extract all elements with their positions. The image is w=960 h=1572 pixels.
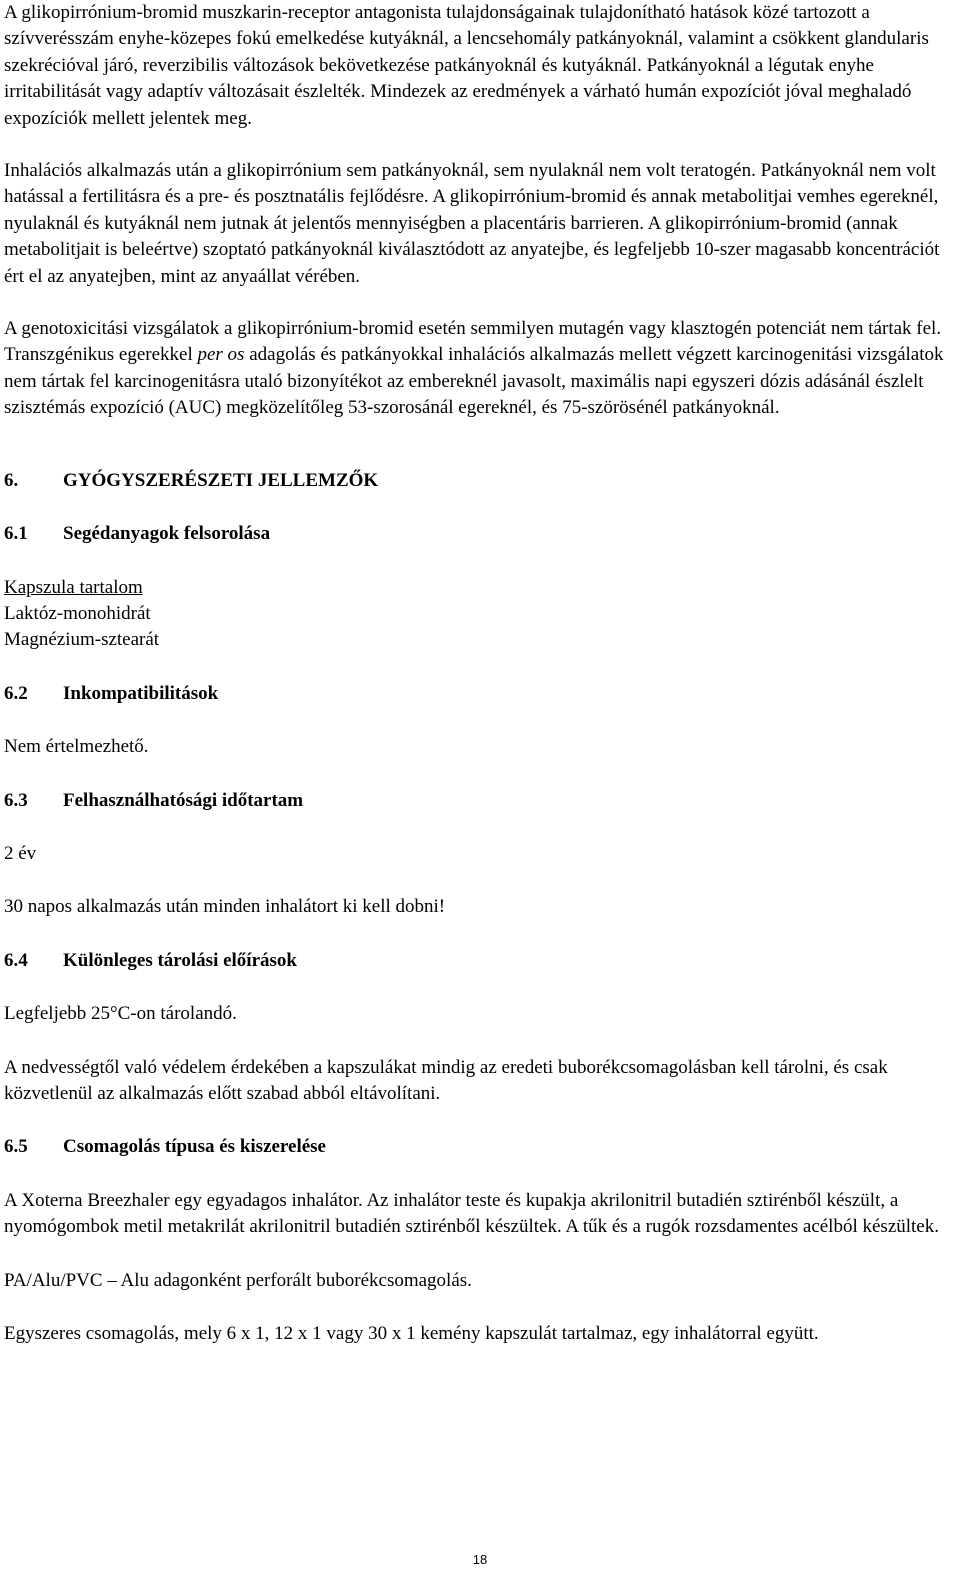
pack-sizes-text: Egyszeres csomagolás, mely 6 x 1, 12 x 1 vagy 30 x 1 kemény kapszulát tartalmaz, egy inhalátorral együtt. [4,1323,819,1344]
section-6-3-heading [4,788,956,814]
section-6-1-title: Segédanyagok felsorolása [63,523,271,545]
genotoxicity-text-b: adagolás és patkányokkal inhalációs alkalmazás mellett végzett karcinogenitási vizsgálatok nem tártak fel karcinogenitásra utaló bizonyítékot az embereknél javasolt, maximális napi egyszeri dózis adásánál észlelt szisztémás expozíció (AUC) megközelítőleg 53-szorosánál egereknél, és 75-szörösénél patkányoknál. [4,344,944,419]
storage-moisture-text: A nedvességtől való védelem érdekében a kapszulákat mindig az eredeti buborékcsomagolásban kell tárolni, és csak közvetlenül az alkalmazás előtt szabad abból eltávolítani. [4,1056,888,1104]
section-6-5-heading [4,1134,956,1160]
capsule-content-subheading: Kapszula tartalom [4,576,143,598]
inhaler-description-text: A Xoterna Breezhaler egy egyadagos inhalátor. Az inhalátor teste és kupakja akrilonitril butadién sztirénből készült, a nyomógombok metil metakrilát akrilonitril butadién sztirénből készültek. A tűk és a rugók rozsdamentes acélból készültek. [4,1189,939,1238]
excipients-list [4,575,956,654]
section-6-3-title: Felhasználhatósági időtartam [63,789,304,811]
section-6-4-number: 6.4 [4,949,28,971]
incompatibilities-text: Nem értelmezhető. [4,736,149,758]
section-6-title: GYÓGYSZERÉSZETI JELLEMZŐK [63,469,379,491]
section-6-1-heading [4,521,956,547]
inhaler-disposal-text: 30 napos alkalmazás után minden inhalátort ki kell dobni! [4,896,446,918]
section-6-4-heading [4,948,956,974]
shelf-life-text: 2 év [4,842,37,864]
paragraph-reproductive-toxicity: Inhalációs alkalmazás után a glikopirrónium sem patkányoknál, sem nyulaknál nem volt teratogén. Patkányoknál nem volt hatással a fertilitásra és a pre- és posztnatális fejlődésre. A glikopirrónium-bromid és annak metabolitjai vemhes egereknél, nyulaknál és kutyáknál nem jutnak át jelentős mennyiségben a placentáris barrieren. A glikopirrónium-bromid (annak metabolitjait is beleértve) szoptató patkányoknál kiválasztódott az anyatejbe, és legfeljebb 10-szer magasabb koncentrációt ért el az anyatejben, mint az anyaállat vérében. [4,160,940,287]
section-6-4-title: Különleges tárolási előírások [63,949,297,971]
paragraph-toxicity-effects: A glikopirrónium-bromid muszkarin-receptor antagonista tulajdonságainak tulajdonítható hatások közé tartozott a szívverésszám enyhe-közepes fokú emelkedése kutyáknál, a lencsehomály patkányoknál, valamint a csökkent glandularis szekrécióval járó, reverzibilis változások bekövetkezése patkányoknál és kutyáknál. Patkányoknál a légutak enyhe irritabilitását vagy adaptív változásait észlelték. Mindezek az eredmények a várható humán expozíciót jóval meghaladó expozíciók mellett jelentek meg. [4,2,929,129]
blister-dash: – [107,1269,117,1291]
blister-material: PA/Alu/PVC [4,1269,103,1291]
genotoxicity-text-a: A genotoxicitási vizsgálatok a glikopirrónium-bromid esetén semmilyen mutagén vagy klasztogén potenciát nem tártak fel. Transzgénikus egerekkel [4,318,942,366]
blister-text: Alu adagonként perforált buborékcsomagolás. [120,1269,472,1291]
section-6-number: 6. [4,469,19,491]
blister-description [4,1268,956,1294]
section-6-5-title: Csomagolás típusa és kiszerelése [63,1136,326,1158]
excipient-item: Magnézium-sztearát [4,629,160,651]
excipient-item: Laktóz-monohidrát [4,602,151,624]
section-6-2-number: 6.2 [4,682,28,704]
section-6-heading [4,468,956,494]
genotoxicity-italic: per os [197,344,245,366]
storage-temperature-text: Legfeljebb 25°C-on tárolandó. [4,1003,237,1025]
section-6-5-number: 6.5 [4,1136,28,1158]
document-page [4,0,956,1347]
section-6-3-number: 6.3 [4,789,28,811]
section-6-1-number: 6.1 [4,523,28,545]
page-number: 18 [472,1552,488,1567]
section-6-2-heading [4,681,956,707]
section-6-2-title: Inkompatibilitások [63,682,219,704]
paragraph-genotoxicity [4,316,956,422]
